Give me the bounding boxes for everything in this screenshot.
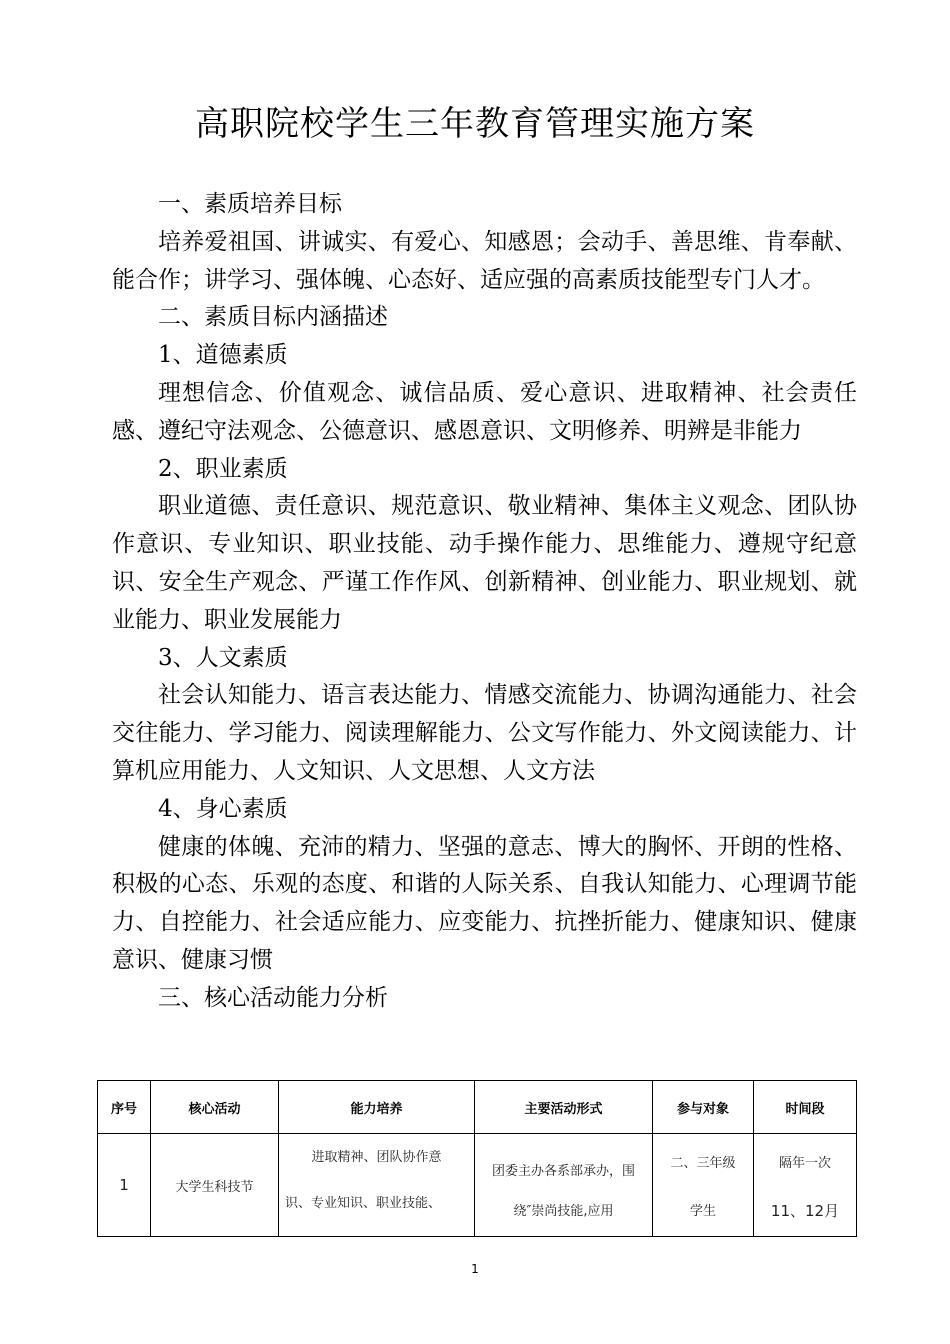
paragraph-physical-mental: 健康的体魄、充沛的精力、坚强的意志、博大的胸怀、开朗的性格、积极的心态、乐观的态度、和谐的人际关系、自我认知能力、心理调节能力、自控能力、社会适应能力、应变能力、抗挫折能力、健康知识、健康意识、健康习惯 (112, 833, 857, 973)
page-number: 1 (471, 1262, 479, 1276)
document-body (112, 186, 857, 1018)
header-form: 主要活动形式 (475, 1081, 653, 1134)
document-title: 高职院校学生三年教育管理实施方案 (195, 104, 755, 144)
cell-serial: 1 (98, 1134, 151, 1237)
section-heading-3: 三、核心活动能力分析 (158, 984, 388, 1011)
paragraph-professional: 职业道德、责任意识、规范意识、敬业精神、集体主义观念、团队协作意识、专业知识、职业技能、动手操作能力、思维能力、遵规守纪意识、安全生产观念、严谨工作作风、创新精神、创业能力、职业规划、就业能力、职业发展能力 (112, 493, 857, 633)
cell-ability-line2: 识、专业知识、职业技能、 (285, 1196, 442, 1211)
cell-form (475, 1134, 653, 1237)
cell-time-line1: 隔年一次 (778, 1156, 831, 1171)
cell-form-line2: 绕″崇尚技能,应用 (513, 1204, 614, 1219)
cell-ability (279, 1134, 475, 1237)
cell-form-line1: 团委主办各系部承办，围 (491, 1164, 635, 1179)
header-serial: 序号 (98, 1081, 151, 1134)
section-heading-2: 二、素质目标内涵描述 (158, 304, 388, 331)
table-header-row (98, 1081, 857, 1134)
paragraph-goal: 培养爱祖国、讲诚实、有爱心、知感恩；会动手、善思维、肯奉献、能合作；讲学习、强体魄、心态好、适应强的高素质技能型专门人才。 (112, 228, 857, 293)
header-target: 参与对象 (653, 1081, 754, 1134)
cell-target (653, 1134, 754, 1237)
cell-time-line2: 11、12月 (770, 1202, 840, 1220)
paragraph-moral: 理想信念、价值观念、诚信品质、爱心意识、进取精神、社会责任感、遵纪守法观念、公德意识、感恩意识、文明修养、明辨是非能力 (112, 379, 857, 444)
paragraph-humanities: 社会认知能力、语言表达能力、情感交流能力、协调沟通能力、社会交往能力、学习能力、阅读理解能力、公文写作能力、外文阅读能力、计算机应用能力、人文知识、人文思想、人文方法 (112, 682, 857, 784)
header-activity: 核心活动 (151, 1081, 279, 1134)
cell-activity: 大学生科技节 (151, 1134, 279, 1237)
section-heading-1: 一、素质培养目标 (158, 191, 342, 217)
header-time: 时间段 (754, 1081, 857, 1134)
core-activities-table (97, 1080, 857, 1237)
cell-target-line1: 二、三年级 (670, 1156, 736, 1171)
cell-ability-line1: 进取精神、团队协作意 (311, 1150, 442, 1165)
cell-time (754, 1134, 857, 1237)
subheading-professional: 2、职业素质 (158, 455, 288, 482)
subheading-moral: 1、道德素质 (158, 342, 288, 369)
cell-target-line2: 学生 (689, 1204, 716, 1219)
table-row (98, 1134, 857, 1237)
header-ability: 能力培养 (279, 1081, 475, 1134)
subheading-humanities: 3、人文素质 (158, 644, 288, 671)
subheading-physical-mental: 4、身心素质 (158, 795, 288, 822)
